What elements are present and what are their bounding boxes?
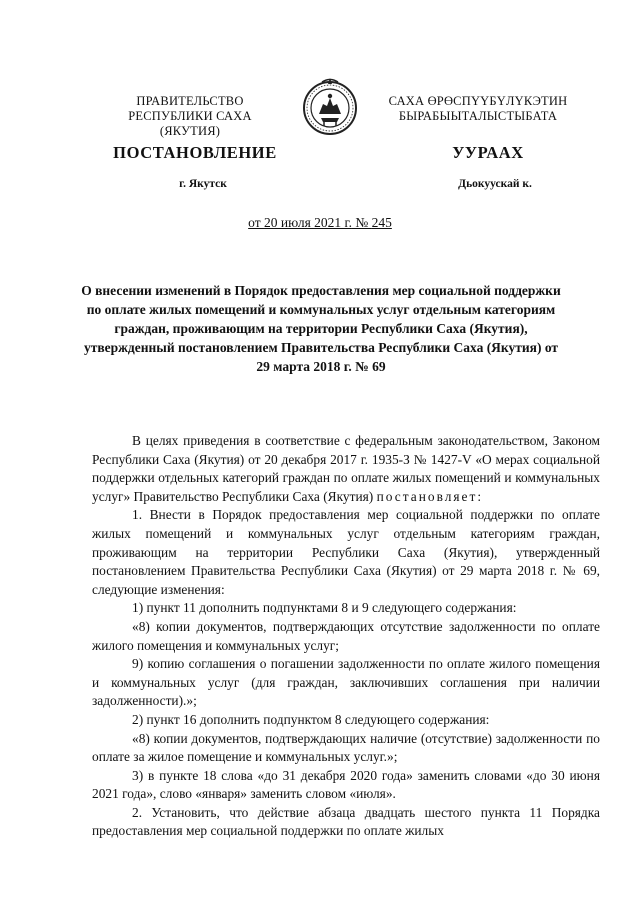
paragraph-1-2: 2) пункт 16 дополнить подпунктом 8 следующего содержания: xyxy=(132,711,490,727)
government-name-ru-line2: РЕСПУБЛИКИ САХА (ЯКУТИЯ) xyxy=(128,109,252,138)
government-name-ru-line1: ПРАВИТЕЛЬСТВО xyxy=(136,94,244,108)
doc-type-sah: УУРААХ xyxy=(452,143,524,162)
coat-of-arms-emblem-icon xyxy=(302,76,358,138)
paragraph-2: 2. Установить, что действие абзаца двадцать шестого пункта 11 Порядка предоставления мер социальной поддержки по оплате жилых xyxy=(92,804,600,839)
intro-text: В целях приведения в соответствие с федеральным законодательством, Законом Республики Саха (Якутия) от 20 декабря 2017 г. 1935-З № 1427-V «О мерах социальной поддержки отдельных категорий граждан по оплате жилых помещений и коммунальных услуг» Правительство Республики Саха (Якутия) xyxy=(92,433,600,504)
government-name-sah-line1: САХА ӨРӨСПҮҮБҮЛҮКЭТИН xyxy=(388,94,568,108)
government-name-sah-line2: БЫРАБЫЫТАЛЫСТЫБАТА xyxy=(398,109,558,123)
paragraph-1-2-a: «8) копии документов, подтверждающих наличие (отсутствие) задолженности по оплате за жилое помещение и коммунальных услуг.»; xyxy=(92,730,600,765)
paragraph-1-1-b: 9) копию соглашения о погашении задолженности по оплате жилого помещения и коммунальных услуг (для граждан, заключивших соглашения при наличии задолженности).»; xyxy=(92,656,600,709)
resolves-text: постановляет: xyxy=(376,488,484,504)
city-ru: г. Якутск xyxy=(179,178,227,190)
document-date xyxy=(190,215,450,231)
document-number: 245 xyxy=(371,215,392,230)
document-body xyxy=(92,432,600,841)
date-prefix: от xyxy=(248,215,265,230)
paragraph-1-3: 3) в пункте 18 слова «до 31 декабря 2020 года» заменить словами «до 30 июня 2021 года», слово «января» заменить словом «июля». xyxy=(92,767,600,802)
date-value: 20 июля 2021 г. xyxy=(264,215,352,230)
paragraph-1-1-a: «8) копии документов, подтверждающих отсутствие задолженности по оплате жилого помещения и коммунальных услуг; xyxy=(92,618,600,653)
document-title: О внесении изменений в Порядок предоставления мер социальной поддержки по оплате жилых помещений и коммунальных услуг отдельным категориям граждан, проживающим на территории Республики Саха (Якутия), утвержденный постановлением Правительства Республики Саха (Якутия) от 29 марта 2018 г. № 69 xyxy=(81,283,561,374)
number-label: № xyxy=(351,215,372,230)
government-name-ru xyxy=(100,94,280,139)
paragraph-1: 1. Внести в Порядок предоставления мер социальной поддержки по оплате жилых помещений и коммунальных услуг отдельным категориям граждан, проживающим на территории Республики Саха (Якутия), утвержденный постановлением Правительства Республики Саха (Якутия) от 29 марта 2018 г. № 69, следующие изменения: xyxy=(92,507,600,597)
government-name-sah xyxy=(368,94,588,124)
city-sah: Дьокуускай к. xyxy=(458,178,532,190)
paragraph-1-1: 1) пункт 11 дополнить подпунктами 8 и 9 следующего содержания: xyxy=(132,600,517,616)
paragraph-intro xyxy=(92,432,600,506)
doc-type-ru: ПОСТАНОВЛЕНИЕ xyxy=(113,143,277,162)
